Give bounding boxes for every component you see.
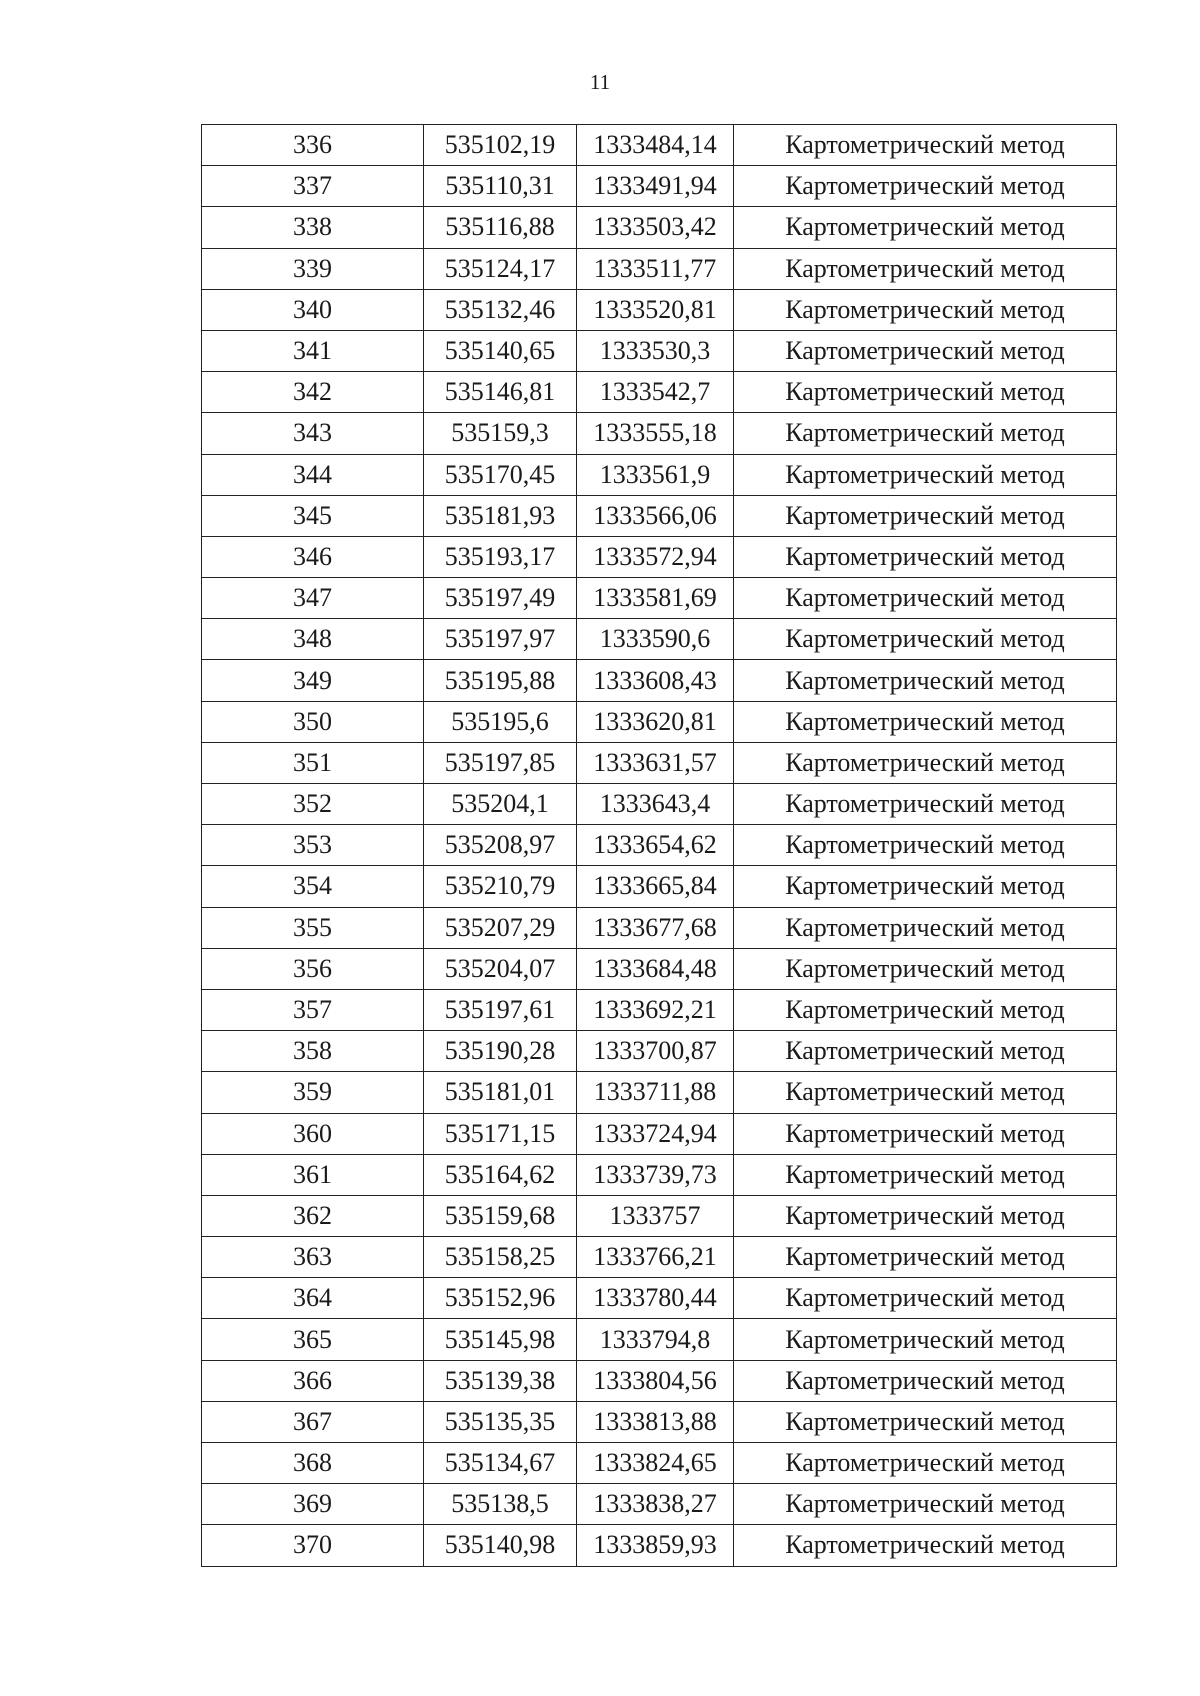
x-coordinate-cell: 535159,3 [424,413,577,454]
point-number-cell: 341 [202,330,424,371]
y-coordinate-cell: 1333581,69 [577,578,734,619]
point-number-cell: 351 [202,742,424,783]
point-number-cell: 345 [202,495,424,536]
method-cell: Картометрический метод [734,742,1117,783]
table-row [202,1113,1117,1154]
method-cell: Картометрический метод [734,866,1117,907]
method-cell: Картометрический метод [734,907,1117,948]
x-coordinate-cell: 535132,46 [424,289,577,330]
method-cell: Картометрический метод [734,495,1117,536]
point-number-cell: 356 [202,948,424,989]
y-coordinate-cell: 1333590,6 [577,619,734,660]
point-number-cell: 367 [202,1401,424,1442]
table-row [202,372,1117,413]
method-cell: Картометрический метод [734,1237,1117,1278]
y-coordinate-cell: 1333813,88 [577,1401,734,1442]
point-number-cell: 370 [202,1525,424,1566]
x-coordinate-cell: 535145,98 [424,1319,577,1360]
table-row [202,1484,1117,1525]
point-number-cell: 340 [202,289,424,330]
x-coordinate-cell: 535197,85 [424,742,577,783]
x-coordinate-cell: 535181,01 [424,1072,577,1113]
x-coordinate-cell: 535204,07 [424,948,577,989]
x-coordinate-cell: 535197,97 [424,619,577,660]
point-number-cell: 353 [202,825,424,866]
x-coordinate-cell: 535146,81 [424,372,577,413]
y-coordinate-cell: 1333780,44 [577,1278,734,1319]
method-cell: Картометрический метод [734,372,1117,413]
table-row [202,1525,1117,1566]
x-coordinate-cell: 535197,61 [424,989,577,1030]
method-cell: Картометрический метод [734,989,1117,1030]
point-number-cell: 347 [202,578,424,619]
table-row [202,536,1117,577]
table-row [202,660,1117,701]
page-number: 11 [589,70,611,94]
table-row [202,578,1117,619]
point-number-cell: 358 [202,1031,424,1072]
y-coordinate-cell: 1333491,94 [577,166,734,207]
table-row [202,1154,1117,1195]
point-number-cell: 339 [202,248,424,289]
table-row [202,784,1117,825]
x-coordinate-cell: 535208,97 [424,825,577,866]
table-row [202,1401,1117,1442]
x-coordinate-cell: 535140,65 [424,330,577,371]
y-coordinate-cell: 1333692,21 [577,989,734,1030]
table-row [202,866,1117,907]
x-coordinate-cell: 535159,68 [424,1195,577,1236]
method-cell: Картометрический метод [734,1072,1117,1113]
method-cell: Картометрический метод [734,536,1117,577]
point-number-cell: 363 [202,1237,424,1278]
y-coordinate-cell: 1333520,81 [577,289,734,330]
point-number-cell: 344 [202,454,424,495]
x-coordinate-cell: 535181,93 [424,495,577,536]
y-coordinate-cell: 1333530,3 [577,330,734,371]
x-coordinate-cell: 535139,38 [424,1360,577,1401]
method-cell: Картометрический метод [734,1443,1117,1484]
x-coordinate-cell: 535197,49 [424,578,577,619]
table-row [202,907,1117,948]
x-coordinate-cell: 535170,45 [424,454,577,495]
method-cell: Картометрический метод [734,825,1117,866]
point-number-cell: 355 [202,907,424,948]
y-coordinate-cell: 1333684,48 [577,948,734,989]
y-coordinate-cell: 1333700,87 [577,1031,734,1072]
point-number-cell: 366 [202,1360,424,1401]
point-number-cell: 349 [202,660,424,701]
y-coordinate-cell: 1333838,27 [577,1484,734,1525]
x-coordinate-cell: 535158,25 [424,1237,577,1278]
x-coordinate-cell: 535207,29 [424,907,577,948]
table-row [202,619,1117,660]
x-coordinate-cell: 535164,62 [424,1154,577,1195]
method-cell: Картометрический метод [734,948,1117,989]
x-coordinate-cell: 535134,67 [424,1443,577,1484]
y-coordinate-cell: 1333824,65 [577,1443,734,1484]
y-coordinate-cell: 1333608,43 [577,660,734,701]
table-row [202,1237,1117,1278]
y-coordinate-cell: 1333859,93 [577,1525,734,1566]
y-coordinate-cell: 1333566,06 [577,495,734,536]
point-number-cell: 369 [202,1484,424,1525]
method-cell: Картометрический метод [734,166,1117,207]
y-coordinate-cell: 1333804,56 [577,1360,734,1401]
method-cell: Картометрический метод [734,578,1117,619]
table-row [202,742,1117,783]
point-number-cell: 362 [202,1195,424,1236]
table-row [202,454,1117,495]
method-cell: Картометрический метод [734,289,1117,330]
x-coordinate-cell: 535195,88 [424,660,577,701]
point-number-cell: 360 [202,1113,424,1154]
point-number-cell: 368 [202,1443,424,1484]
table-row [202,1360,1117,1401]
y-coordinate-cell: 1333665,84 [577,866,734,907]
x-coordinate-cell: 535138,5 [424,1484,577,1525]
y-coordinate-cell: 1333643,4 [577,784,734,825]
table-row [202,1278,1117,1319]
x-coordinate-cell: 535193,17 [424,536,577,577]
method-cell: Картометрический метод [734,1278,1117,1319]
x-coordinate-cell: 535190,28 [424,1031,577,1072]
method-cell: Картометрический метод [734,1113,1117,1154]
method-cell: Картометрический метод [734,1525,1117,1566]
y-coordinate-cell: 1333561,9 [577,454,734,495]
table-row [202,207,1117,248]
method-cell: Картометрический метод [734,125,1117,166]
y-coordinate-cell: 1333631,57 [577,742,734,783]
y-coordinate-cell: 1333503,42 [577,207,734,248]
method-cell: Картометрический метод [734,660,1117,701]
table-row [202,248,1117,289]
method-cell: Картометрический метод [734,701,1117,742]
table-row [202,989,1117,1030]
point-number-cell: 350 [202,701,424,742]
y-coordinate-cell: 1333511,77 [577,248,734,289]
y-coordinate-cell: 1333484,14 [577,125,734,166]
table-row [202,1443,1117,1484]
y-coordinate-cell: 1333757 [577,1195,734,1236]
y-coordinate-cell: 1333542,7 [577,372,734,413]
y-coordinate-cell: 1333677,68 [577,907,734,948]
table-row [202,948,1117,989]
method-cell: Картометрический метод [734,1195,1117,1236]
table-row [202,289,1117,330]
table-row [202,1031,1117,1072]
table-row [202,413,1117,454]
table-row [202,1072,1117,1113]
point-number-cell: 357 [202,989,424,1030]
table-row [202,825,1117,866]
x-coordinate-cell: 535102,19 [424,125,577,166]
x-coordinate-cell: 535124,17 [424,248,577,289]
point-number-cell: 348 [202,619,424,660]
point-number-cell: 359 [202,1072,424,1113]
x-coordinate-cell: 535210,79 [424,866,577,907]
point-number-cell: 338 [202,207,424,248]
point-number-cell: 361 [202,1154,424,1195]
coordinates-table [201,124,1117,1567]
y-coordinate-cell: 1333739,73 [577,1154,734,1195]
point-number-cell: 342 [202,372,424,413]
method-cell: Картометрический метод [734,1154,1117,1195]
table-row [202,495,1117,536]
y-coordinate-cell: 1333766,21 [577,1237,734,1278]
method-cell: Картометрический метод [734,619,1117,660]
table-row [202,1195,1117,1236]
table-row [202,166,1117,207]
point-number-cell: 354 [202,866,424,907]
method-cell: Картометрический метод [734,330,1117,371]
x-coordinate-cell: 535152,96 [424,1278,577,1319]
x-coordinate-cell: 535171,15 [424,1113,577,1154]
method-cell: Картометрический метод [734,1484,1117,1525]
method-cell: Картометрический метод [734,207,1117,248]
y-coordinate-cell: 1333555,18 [577,413,734,454]
point-number-cell: 336 [202,125,424,166]
point-number-cell: 352 [202,784,424,825]
table-row [202,1319,1117,1360]
method-cell: Картометрический метод [734,454,1117,495]
x-coordinate-cell: 535110,31 [424,166,577,207]
method-cell: Картометрический метод [734,248,1117,289]
x-coordinate-cell: 535140,98 [424,1525,577,1566]
x-coordinate-cell: 535116,88 [424,207,577,248]
point-number-cell: 346 [202,536,424,577]
method-cell: Картометрический метод [734,1360,1117,1401]
point-number-cell: 365 [202,1319,424,1360]
method-cell: Картометрический метод [734,413,1117,454]
y-coordinate-cell: 1333711,88 [577,1072,734,1113]
x-coordinate-cell: 535204,1 [424,784,577,825]
coordinates-table-body [202,125,1117,1567]
y-coordinate-cell: 1333794,8 [577,1319,734,1360]
y-coordinate-cell: 1333572,94 [577,536,734,577]
point-number-cell: 343 [202,413,424,454]
table-row [202,701,1117,742]
y-coordinate-cell: 1333620,81 [577,701,734,742]
method-cell: Картометрический метод [734,784,1117,825]
table-row [202,330,1117,371]
method-cell: Картометрический метод [734,1401,1117,1442]
y-coordinate-cell: 1333654,62 [577,825,734,866]
method-cell: Картометрический метод [734,1031,1117,1072]
point-number-cell: 337 [202,166,424,207]
table-row [202,125,1117,166]
point-number-cell: 364 [202,1278,424,1319]
x-coordinate-cell: 535135,35 [424,1401,577,1442]
x-coordinate-cell: 535195,6 [424,701,577,742]
y-coordinate-cell: 1333724,94 [577,1113,734,1154]
method-cell: Картометрический метод [734,1319,1117,1360]
